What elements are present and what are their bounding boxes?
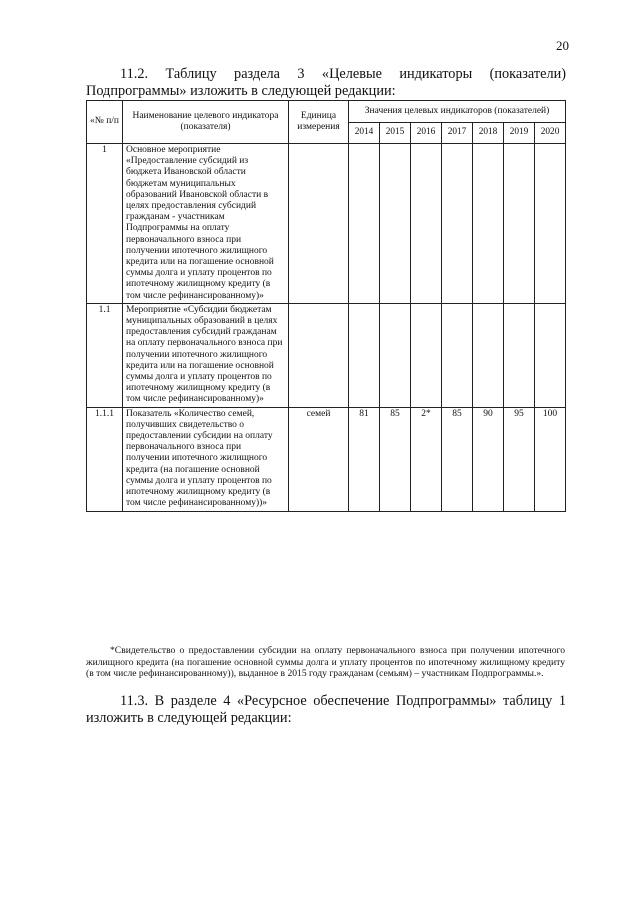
header-values: Значения целевых индикаторов (показателей) — [349, 101, 566, 123]
row-value — [380, 144, 411, 304]
page-number: 20 — [556, 38, 569, 53]
header-year: 2014 — [349, 122, 380, 144]
row-value — [411, 144, 442, 304]
header-name: Наименование целевого индикатора (показателя) — [123, 101, 289, 144]
row-value — [380, 303, 411, 407]
section-11-2-line2: Подпрограммы» изложить в следующей редакции: — [86, 83, 396, 99]
row-value — [535, 144, 566, 304]
row-num: 1.1.1 — [87, 407, 123, 511]
row-value — [504, 144, 535, 304]
section-11-2-paragraph — [86, 66, 566, 100]
row-unit — [289, 144, 349, 304]
header-year: 2020 — [535, 122, 566, 144]
header-year: 2015 — [380, 122, 411, 144]
table-row — [87, 407, 566, 511]
header-year: 2019 — [504, 122, 535, 144]
row-unit: семей — [289, 407, 349, 511]
row-value — [504, 303, 535, 407]
row-value — [473, 303, 504, 407]
row-value: 100 — [535, 407, 566, 511]
table-row — [87, 303, 566, 407]
row-value — [411, 303, 442, 407]
row-num: 1 — [87, 144, 123, 304]
row-value: 2* — [411, 407, 442, 511]
header-year: 2016 — [411, 122, 442, 144]
row-value — [473, 144, 504, 304]
row-value — [442, 303, 473, 407]
row-num: 1.1 — [87, 303, 123, 407]
row-value: 81 — [349, 407, 380, 511]
row-value: 95 — [504, 407, 535, 511]
section-11-3-paragraph: 11.3. В разделе 4 «Ресурсное обеспечение Подпрограммы» таблицу 1 изложить в следующей редакции: — [86, 693, 566, 726]
row-value: 85 — [380, 407, 411, 511]
section-11-2-line1: 11.2. Таблицу раздела 3 «Целевые индикаторы (показатели) — [120, 66, 566, 82]
row-name: Основное мероприятие «Предоставление субсидий из бюджета Ивановской области бюджетам муниципальных образований Ивановской области в целях предоставления субсидий гражданам - участникам Подпрограммы на оплату первоначального взноса при получении ипотечного жилищного кредита или на погашение основной суммы долга и уплату процентов по ипотечному жилищному кредиту (в том числе рефинансированному)» — [123, 144, 289, 304]
row-value — [349, 303, 380, 407]
table-row — [87, 144, 566, 304]
header-num: «№ п/п — [87, 101, 123, 144]
header-year: 2017 — [442, 122, 473, 144]
row-value — [442, 144, 473, 304]
row-value — [349, 144, 380, 304]
indicators-table — [86, 100, 566, 512]
row-unit — [289, 303, 349, 407]
row-value — [535, 303, 566, 407]
row-value: 90 — [473, 407, 504, 511]
header-year: 2018 — [473, 122, 504, 144]
header-unit: Единица измерения — [289, 101, 349, 144]
row-name: Мероприятие «Субсидии бюджетам муниципальных образований в целях предоставления субсидий гражданам на оплату первоначального взноса при получении ипотечного жилищного кредита или на погашение основной суммы долга и уплату процентов по ипотечному жилищному кредиту (в том числе рефинансированному)» — [123, 303, 289, 407]
table-header-row — [87, 101, 566, 123]
row-value: 85 — [442, 407, 473, 511]
row-name: Показатель «Количество семей, получивших свидетельство о предоставлении субсидии на оплату первоначального взноса при получении ипотечного жилищного кредита (на погашение основной суммы долга и уплату процентов по ипотечному жилищному кредиту (в том числе рефинансированному))» — [123, 407, 289, 511]
footnote: *Свидетельство о предоставлении субсидии на оплату первоначального взноса при получении ипотечного жилищного кредита (на погашение основной суммы долга и уплату процентов по ипотечному жилищному кредиту (в том числе рефинансированному)), выданное в 2015 году гражданам (семьям) – участникам Подпрограммы.». — [86, 645, 565, 679]
